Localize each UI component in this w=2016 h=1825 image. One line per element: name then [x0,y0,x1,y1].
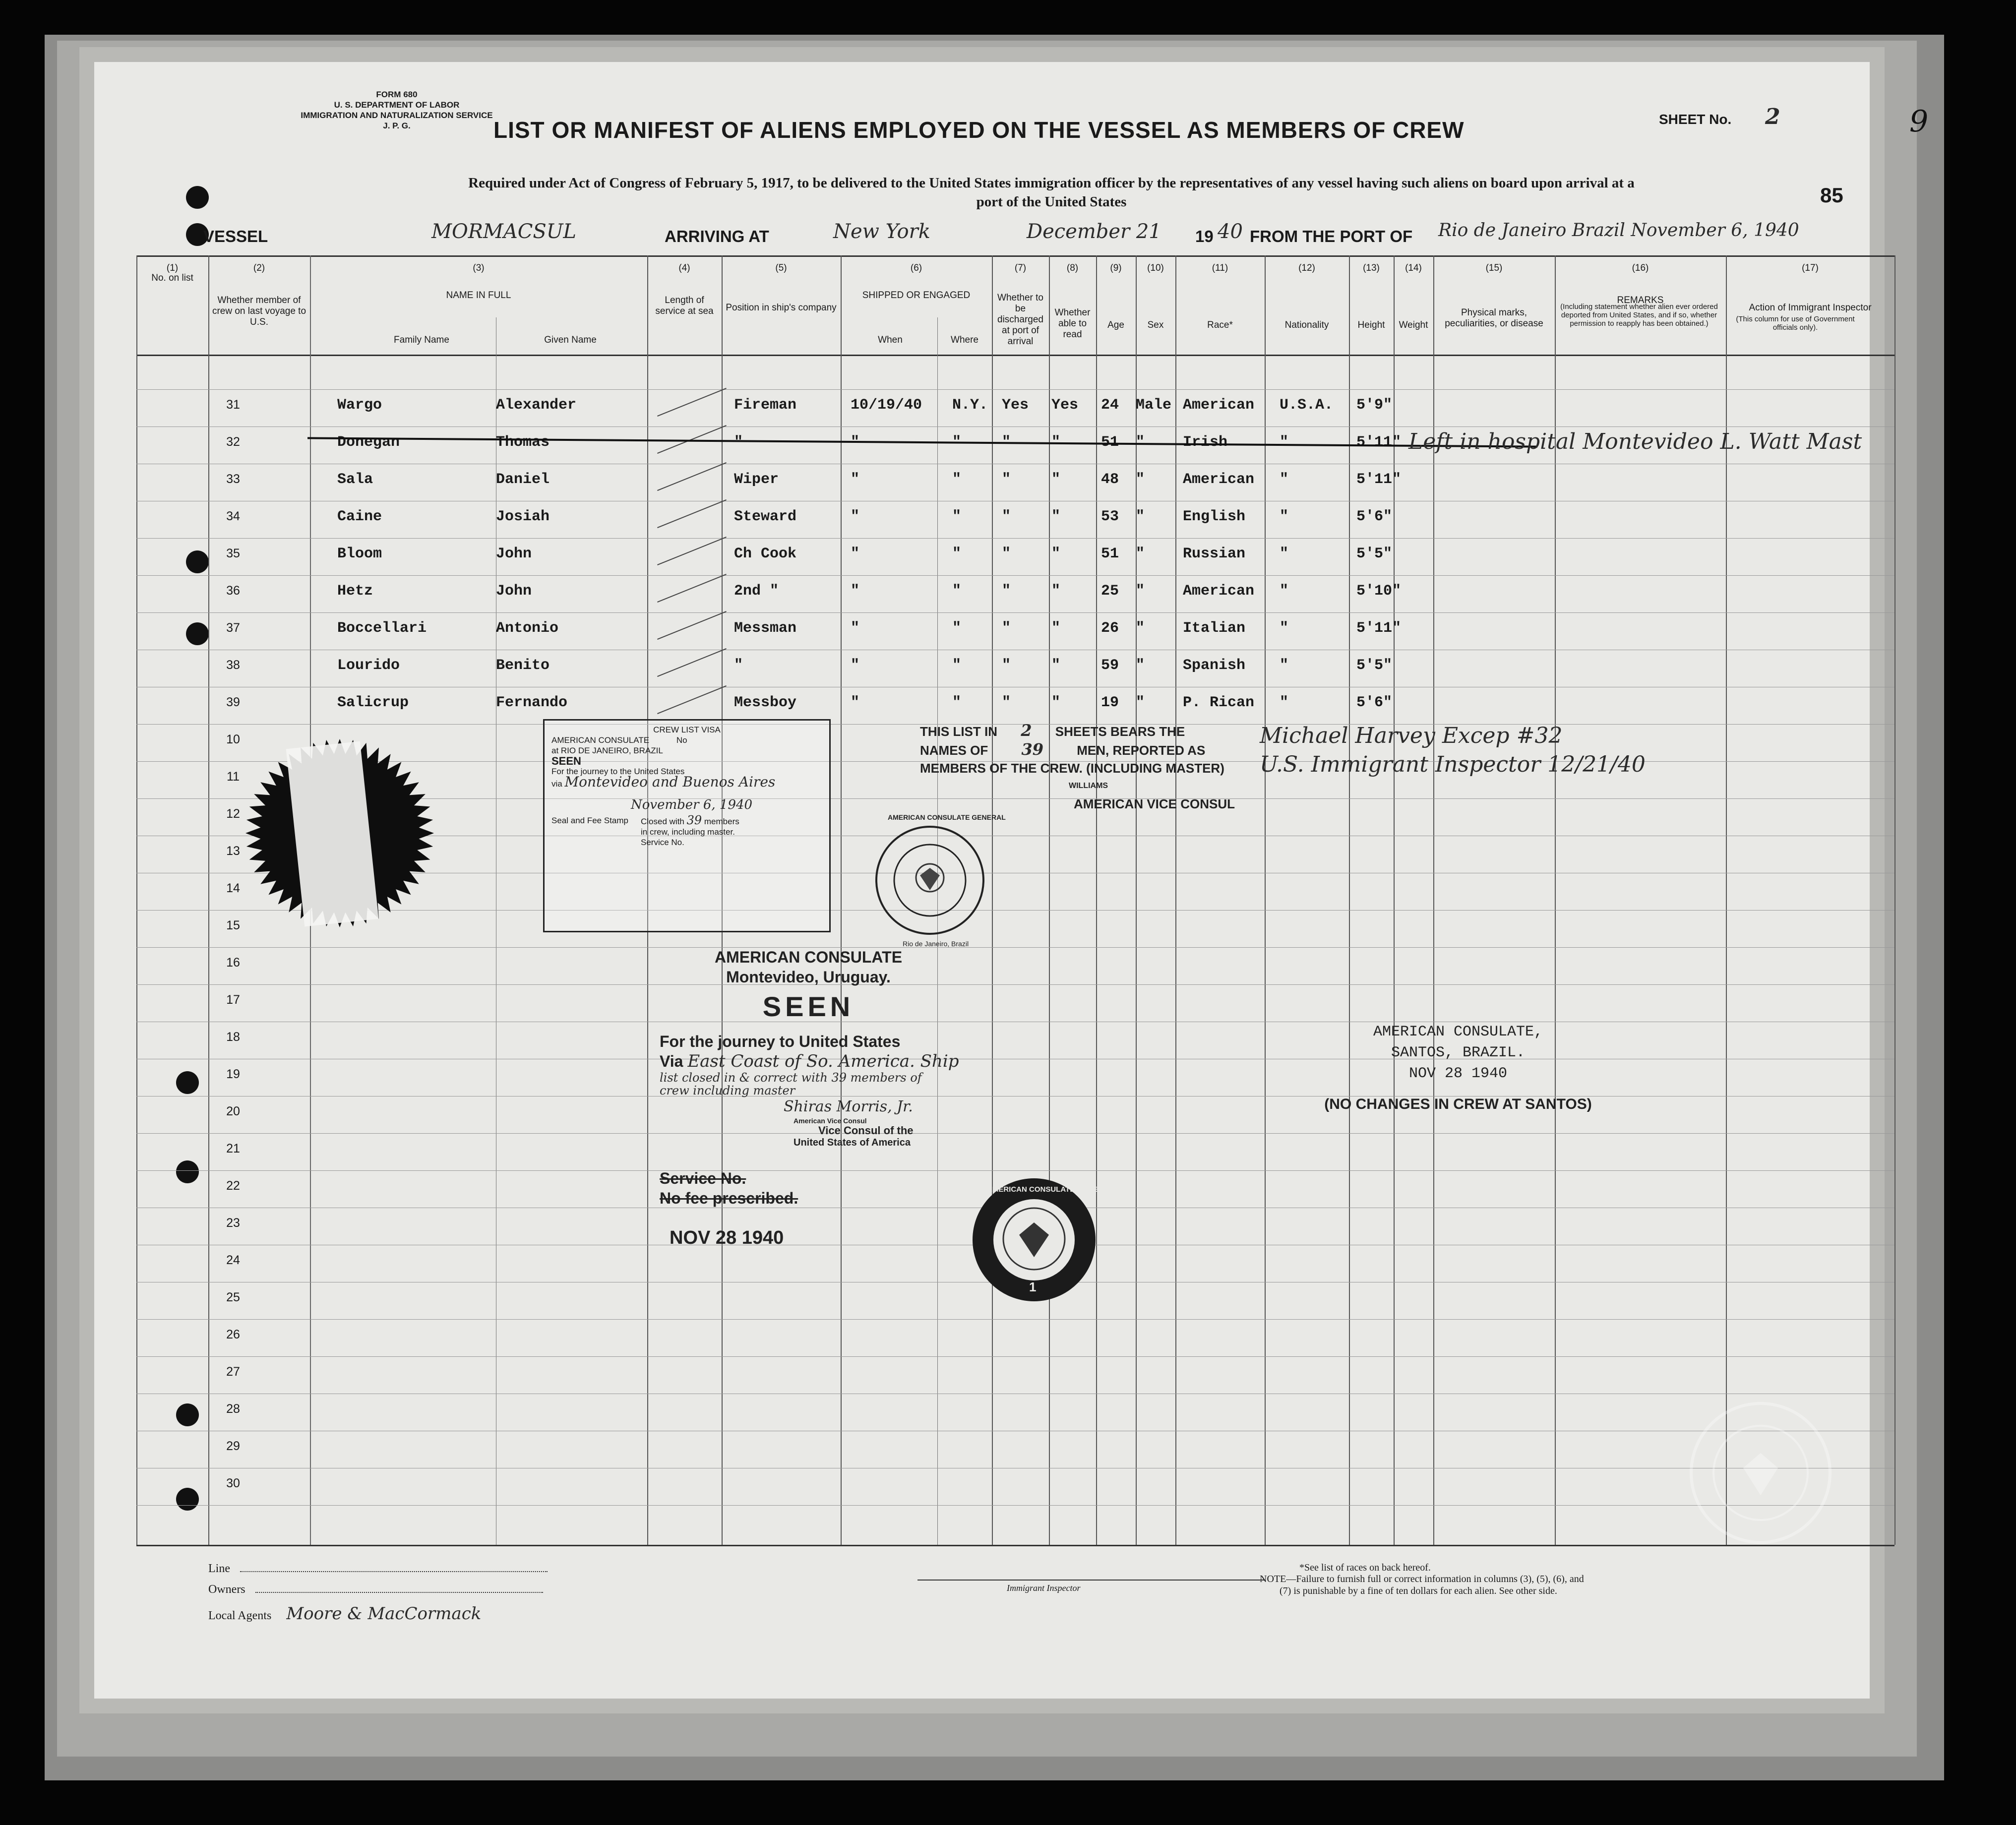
column-number: (17) [1802,263,1819,273]
document-title: LIST OR MANIFEST OF ALIENS EMPLOYED ON THE VESSEL AS MEMBERS OF CREW [493,117,1465,143]
column-number: (4) [678,263,690,273]
column-number: (16) [1632,263,1649,273]
crew-age: 24 [1101,397,1119,414]
column-header-8: Whether able to read [1054,307,1091,340]
vessel-label: VESSEL [203,227,268,245]
form-initials: J. P. G. [383,121,411,130]
crew-family: Boccellari [337,620,427,637]
crew-given: John [496,583,532,600]
column-rule [1265,255,1266,1545]
crew-read: " [1051,583,1061,600]
column-number: (6) [910,263,922,273]
vessel-line [203,220,1880,248]
crew-race: American [1183,583,1255,600]
crew-given: Fernando [496,694,568,711]
column-rule [1096,255,1097,1545]
column-header-9: Age [1107,320,1124,330]
crew-nationality: " [1280,434,1289,451]
crew-family: Salicrup [337,694,409,711]
column-rule [1175,255,1176,1545]
form-number: FORM 680 [376,90,418,99]
column-header-13: Height [1357,320,1385,330]
row-rule [136,426,1894,427]
arrival-date: December 21 [1027,220,1161,243]
where-subheader: Where [951,335,978,345]
crew-given: John [496,546,532,562]
column-header-2: Whether member of crew on last voyage to U.S. [212,295,306,327]
column-rule [136,255,137,1545]
row-number: 18 [226,1030,240,1044]
crew-nationality: U.S.A. [1280,397,1334,414]
crew-family: Wargo [337,397,382,414]
row-number: 23 [226,1216,240,1230]
crew-read: " [1051,508,1061,525]
from-port-label: FROM THE PORT OF [1250,227,1413,245]
punch-hole [186,186,209,209]
crew-read: " [1051,694,1061,711]
sheet-number-value: 2 [1765,104,1780,129]
remark-row-32: Left in hospital Montevideo L. Watt Mast [1408,429,1862,454]
row-number: 19 [226,1067,240,1081]
footer-owners: Owners [208,1583,543,1596]
vessel-value: MORMACSUL [431,220,576,243]
crew-age: 19 [1101,694,1119,711]
crew-nationality: " [1280,546,1289,562]
inspector-signature-line [917,1580,1265,1581]
crew-given: Thomas [496,434,550,451]
row-rule [136,575,1894,576]
santos-stamp: AMERICAN CONSULATE, SANTOS, BRAZIL. NOV 28 1940 (NO CHANGES IN CREW AT SANTOS) [1324,1024,1592,1112]
row-rule [136,1356,1894,1357]
column-rule [992,255,993,1545]
column-rule [1349,255,1350,1545]
crew-when: 10/19/40 [851,397,922,414]
crew-position: Wiper [734,471,779,488]
year-prefix: 19 [1195,227,1214,245]
crew-race: English [1183,508,1246,525]
visa-box-via: via Montevideo and Buenos Aires [551,774,776,790]
row-number: 22 [226,1179,240,1193]
row-number: 30 [226,1476,240,1490]
requirement-text: Required under Act of Congress of February 5, 1917, to be delivered to the United States immigration officer by the representatives of any vessel having such aliens on board upon arrival at a port of the United States [468,175,1635,210]
crew-when: " [851,583,860,600]
row-number: 28 [226,1402,240,1416]
visa-box-lower [551,815,822,848]
column-header-6: SHIPPED OR ENGAGED [862,290,971,301]
crew-nationality: " [1280,620,1289,637]
column-number: (2) [253,263,265,273]
crew-when: " [851,434,860,451]
row-rule [136,1319,1894,1320]
crew-family: Hetz [337,583,373,600]
column-number: (8) [1066,263,1079,273]
crew-read: " [1051,471,1061,488]
crew-list-visa-box [543,719,831,932]
crew-age: 48 [1101,471,1119,488]
crew-no: 33 [226,472,240,486]
from-port-value: Rio de Janeiro Brazil November 6, 1940 [1438,220,1799,241]
crew-no: 34 [226,509,240,523]
rio-consulate-seal [873,823,987,937]
crew-height: 5'5" [1356,657,1393,674]
table-top-rule [136,255,1894,257]
crew-discharge: " [1002,508,1011,525]
crew-sex: Male [1136,397,1172,414]
rio-seal-ring-text: AMERICAN CONSULATE GENERAL [888,813,1006,821]
header-bottom-rule [136,355,1894,356]
column-header-7: Whether to be discharged at port of arrival [997,293,1043,347]
crew-discharge: Yes [1002,397,1029,414]
column-number: (13) [1363,263,1380,273]
crew-nationality: " [1280,471,1289,488]
crew-discharge: " [1002,657,1011,674]
crew-race: Spanish [1183,657,1246,674]
crew-when: " [851,546,860,562]
crew-race: American [1183,397,1255,414]
inspector-note: Michael Harvey Excep #32 U.S. Immigrant Inspector 12/21/40 [1260,723,1646,777]
crew-position: " [734,657,743,674]
row-number: 13 [226,844,240,858]
crew-discharge: " [1002,620,1011,637]
crew-discharge: " [1002,583,1011,600]
row-rule [136,1505,1894,1506]
crew-read: " [1051,620,1061,637]
crew-height: 5'9" [1356,397,1393,414]
crew-read: " [1051,657,1061,674]
column-number: (1) [166,263,179,273]
column-rule [1894,255,1895,1545]
row-number: 25 [226,1290,240,1304]
crew-where: " [952,657,962,674]
when-subheader: When [878,335,903,345]
department-name: U. S. DEPARTMENT OF LABOR [334,100,460,110]
crew-given: Alexander [496,397,577,414]
crew-height: 5'6" [1356,508,1393,525]
arriving-label: ARRIVING AT [665,227,769,245]
rio-seal-city: Rio de Janeiro, Brazil [903,940,969,948]
crew-discharge: " [1002,546,1011,562]
crew-given: Daniel [496,471,550,488]
crew-discharge: " [1002,434,1011,451]
crew-when: " [851,657,860,674]
column-number: (9) [1110,263,1122,273]
crew-family: Bloom [337,546,382,562]
crew-no: 32 [226,435,240,449]
column-header-14: Weight [1399,320,1428,330]
arriving-value: New York [833,220,930,243]
column-number: (3) [473,263,485,273]
visa-box-consulate: AMERICAN CONSULATE No [551,735,687,745]
crew-sex: " [1136,508,1145,525]
crew-height: 5'11" [1356,471,1402,488]
montevideo-stamp: AMERICAN CONSULATE Montevideo, Uruguay. SEEN For the journey to United States Via East Coast of So. America. Ship list closed in & correct with 39 members of crew including master Shiras Morris, Jr. American Vice Consul Vice Consul of the United States of America Service No. No fee prescribed. NOV 28 1940 [660,948,959,1248]
column-number: (11) [1212,263,1228,273]
santos-seal-ring-text: AMERICAN CONSULATE GENERAL [987,1185,1113,1194]
santos-seal-number: 1 [1029,1279,1037,1294]
column-header-16: REMARKS [1617,295,1664,305]
column-header-4: Length of service at sea [655,295,714,316]
row-number: 10 [226,732,240,746]
row-rule [136,389,1894,390]
column-rule [208,255,209,1545]
crew-sex: " [1136,620,1145,637]
crew-no: 31 [226,398,240,412]
row-number: 26 [226,1328,240,1341]
crew-sex: " [1136,471,1145,488]
given-name-subheader: Given Name [544,335,597,345]
row-number: 15 [226,918,240,932]
crew-nationality: " [1280,583,1289,600]
crew-position: Fireman [734,397,797,414]
crew-sex: " [1136,546,1145,562]
row-number: 20 [226,1104,240,1118]
crew-height: 5'11" [1356,434,1402,451]
crew-where: " [952,546,962,562]
row-number: 21 [226,1142,240,1156]
crew-family: Donegan [337,434,400,451]
crew-nationality: " [1280,657,1289,674]
table-bottom-rule [136,1545,1894,1546]
crew-family: Sala [337,471,373,488]
form-agency-block [268,89,526,131]
row-number: 29 [226,1439,240,1453]
crew-age: 26 [1101,620,1119,637]
visa-box-journey: For the journey to the United States [551,767,685,776]
crew-when: " [851,694,860,711]
visa-box-title: CREW LIST VISA [653,725,721,734]
column-number: (7) [1014,263,1027,273]
crew-position: Steward [734,508,797,525]
crew-no: 39 [226,695,240,709]
column-number: (10) [1147,263,1164,273]
service-name: IMMIGRATION AND NATURALIZATION SERVICE [301,111,493,120]
visa-box-location: at RIO DE JANEIRO, BRAZIL [551,746,663,755]
crew-family: Lourido [337,657,400,674]
crew-where: " [952,583,962,600]
crew-race: Italian [1183,620,1246,637]
crew-where: " [952,508,962,525]
crew-discharge: " [1002,694,1011,711]
column-rule [841,255,842,1545]
row-number: 12 [226,807,240,821]
crew-where: " [952,471,962,488]
crew-when: " [851,620,860,637]
visa-box-date: November 6, 1940 [631,797,753,812]
crew-nationality: " [1280,694,1289,711]
year-value: 40 [1218,220,1243,243]
crew-when: " [851,471,860,488]
row-number: 16 [226,956,240,970]
row-number: 27 [226,1365,240,1379]
row-number: 24 [226,1253,240,1267]
crew-race: P. Rican [1183,694,1255,711]
footer-line: Line [208,1562,548,1576]
crew-no: 35 [226,547,240,560]
action-note: (This column for use of Government officials only). [1736,315,1855,332]
crew-age: 53 [1101,508,1119,525]
crew-position: 2nd " [734,583,779,600]
inspector-label: Immigrant Inspector [1007,1583,1081,1593]
row-rule [136,538,1894,539]
crew-family: Caine [337,508,382,525]
footer-agents: Local Agents Moore & MacCormack [208,1604,482,1624]
crew-sex: " [1136,657,1145,674]
agents-value: Moore & MacCormack [286,1604,482,1624]
crew-height: 5'5" [1356,546,1393,562]
crew-height: 5'10" [1356,583,1402,600]
row-number: 11 [227,770,240,784]
crew-age: 51 [1101,434,1119,451]
embossed-seal [1686,1399,1835,1547]
crew-where: " [952,434,962,451]
crew-sex: " [1136,583,1145,600]
row-rule [136,612,1894,613]
crew-read: " [1051,546,1061,562]
sheet-number-label: SHEET No. 2 [1659,104,1780,129]
crew-nationality: " [1280,508,1289,525]
crew-discharge: " [1002,471,1011,488]
crew-no: 38 [226,658,240,672]
crew-given: Benito [496,657,550,674]
crew-height: 5'6" [1356,694,1393,711]
list-count-stamp: THIS LIST IN 2 SHEETS BEARS THE NAMES OF 39 MEN, REPORTED AS MEMBERS OF THE CREW. (INCLUDING MASTER) WILLIAMS AMERICAN VICE CONSUL [920,721,1235,811]
crew-race: Irish [1183,434,1228,451]
column-header-3: NAME IN FULL [446,290,511,301]
crew-age: 51 [1101,546,1119,562]
crew-where: N.Y. [952,397,988,414]
column-rule [1049,255,1050,1545]
column-header-11: Race* [1207,320,1233,330]
column-number: (5) [775,263,787,273]
family-name-subheader: Family Name [394,335,449,345]
crew-height: 5'11" [1356,620,1402,637]
crew-where: " [952,694,962,711]
penalty-note: NOTE—Failure to furnish full or correct information in columns (3), (5), (6), and (7) is punishable by a fine of ten dollars for each alien. See other side. [1260,1574,1584,1596]
crew-age: 59 [1101,657,1119,674]
visa-box-seal-label: Seal and Fee Stamp [551,816,628,825]
crew-position: " [734,434,743,451]
corner-mark: 9 [1909,104,1929,139]
crew-sex: " [1136,694,1145,711]
column-header-15: Physical marks, peculiarities, or disease [1445,307,1543,329]
column-header-5: Position in ship's company [726,303,837,313]
row-number: 14 [226,881,240,895]
crew-position: Messman [734,620,797,637]
row-number: 17 [226,993,240,1007]
remarks-note: (Including statement whether alien ever ordered deported from United States, and if so, whether permission to reapply has been obtained.) [1560,303,1718,328]
column-header-12: Nationality [1284,320,1329,330]
crew-where: " [952,620,962,637]
column-number: (15) [1485,263,1503,273]
crew-no: 37 [226,621,240,635]
crew-given: Antonio [496,620,559,637]
crew-when: " [851,508,860,525]
races-note: *See list of races on back hereof. [1299,1562,1431,1573]
column-header-1: No. on list [151,273,193,283]
column-number: (14) [1405,263,1422,273]
crew-position: Messboy [734,694,797,711]
visa-box-seen: SEEN [551,755,581,767]
crew-given: Josiah [496,508,550,525]
visa-box-closed: Closed with 39 members in crew, including master. Service No. [641,813,739,847]
crew-no: 36 [226,584,240,598]
crew-race: Russian [1183,546,1246,562]
crew-race: American [1183,471,1255,488]
crew-read: Yes [1051,397,1079,414]
crew-read: " [1051,434,1061,451]
crew-sex: " [1136,434,1145,451]
fee-seal-rosette [241,734,439,932]
column-header-10: Sex [1147,320,1164,330]
column-number: (12) [1298,263,1315,273]
crew-position: Ch Cook [734,546,797,562]
page-number: 85 [1820,183,1843,207]
crew-age: 25 [1101,583,1119,600]
column-header-17: Action of Immigrant Inspector [1749,303,1872,313]
